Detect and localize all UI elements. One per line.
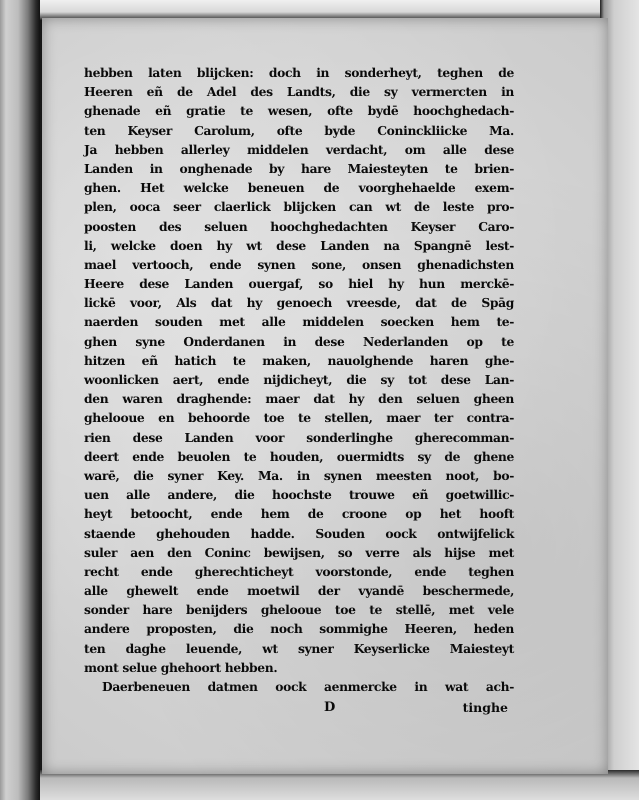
text-line: plen, ooca seer claerlick blijcken can wt de leste pro-	[84, 199, 514, 215]
text-line: Heere dese Landen ouergaf, so hiel hy hun merckē-	[84, 276, 514, 292]
background-bottom	[40, 770, 639, 800]
text-line: woonlicken aert, ende nijdicheyt, die sy tot dese Lan-	[84, 372, 514, 387]
text-line: hitzen eñ hatich te maken, nauolghende haren ghe-	[84, 352, 514, 368]
text-line: ten daghe leuende, wt syner Keyserlicke Maiesteyt	[84, 640, 514, 656]
text-line: suler aen den Coninc bewijsen, so verre als hijse met	[84, 544, 514, 560]
page-text-block	[84, 63, 514, 720]
text-line: den waren draghende: maer dat hy den seluen gheen	[84, 391, 514, 407]
text-line: Ja hebben allerley middelen verdacht, om alle dese	[84, 141, 514, 157]
text-line: ghelooue en behoorde toe te stellen, maer ter contra-	[84, 410, 514, 426]
text-line: sonder hare benijders ghelooue toe te stellē, met vele	[84, 602, 514, 618]
text-line: ghen syne Onderdanen in dese Nederlanden op te	[84, 333, 514, 349]
text-line: naerden souden met alle middelen soecken hem te-	[84, 314, 514, 330]
text-line: andere proposten, die noch sommighe Heeren, heden	[84, 621, 514, 637]
book-page	[42, 18, 608, 774]
text-line: alle ghewelt ende moetwil der vyandē beschermede,	[84, 583, 514, 599]
text-line: recht ende gherechticheyt voorstonde, ende teghen	[84, 563, 514, 579]
signature-mark: D	[324, 700, 336, 716]
text-line: warē, die syner Key. Ma. in synen meesten noot, bo-	[84, 467, 514, 483]
background-top	[40, 0, 610, 20]
catchword: tinghe	[462, 700, 508, 716]
text-line: deert ende beuolen te houden, ouermidts sy de ghene	[84, 448, 514, 464]
text-line: rien dese Landen voor sonderlinghe gherecomman-	[84, 429, 514, 445]
text-line: uen alle andere, die hoochste trouwe eñ goetwillic-	[84, 487, 514, 503]
text-line: lickē voor, Als dat hy genoech vreesde, dat de Spāg	[84, 295, 514, 311]
text-line: ghenade eñ gratie te wesen, ofte bydē hoochghedach-	[84, 103, 514, 119]
text-line: hebben laten blijcken: doch in sonderheyt, teghen de	[84, 65, 514, 80]
text-line: mael vertooch, ende synen sone, onsen ghenadichsten	[84, 256, 514, 272]
text-line: Heeren eñ de Adel des Landts, die sy vermercten in	[84, 84, 514, 100]
book-cover-edge	[0, 0, 40, 800]
page-footer	[84, 698, 514, 720]
text-line: poosten des seluen hoochghedachten Keyser Caro-	[84, 218, 514, 234]
text-line: ten Keyser Carolum, ofte byde Coninckliicke Ma.	[84, 122, 514, 138]
text-line: mont selue ghehoort hebben.	[84, 659, 278, 675]
text-line: ghen. Het welcke beneuen de voorghehaelde exem-	[84, 180, 514, 196]
paragraph-final-line: Daerbeneuen datmen oock aenmercke in wat ach-	[102, 679, 514, 694]
text-line: li, welcke doen hy wt dese Landen na Spangnē lest-	[84, 237, 514, 253]
text-line: staende ghehouden hadde. Souden oock ontwijfelick	[84, 525, 514, 541]
text-line: Landen in onghenade by hare Maiesteyten te brien-	[84, 160, 514, 176]
text-line: heyt betoocht, ende hem de croone op het hooft	[84, 506, 514, 522]
